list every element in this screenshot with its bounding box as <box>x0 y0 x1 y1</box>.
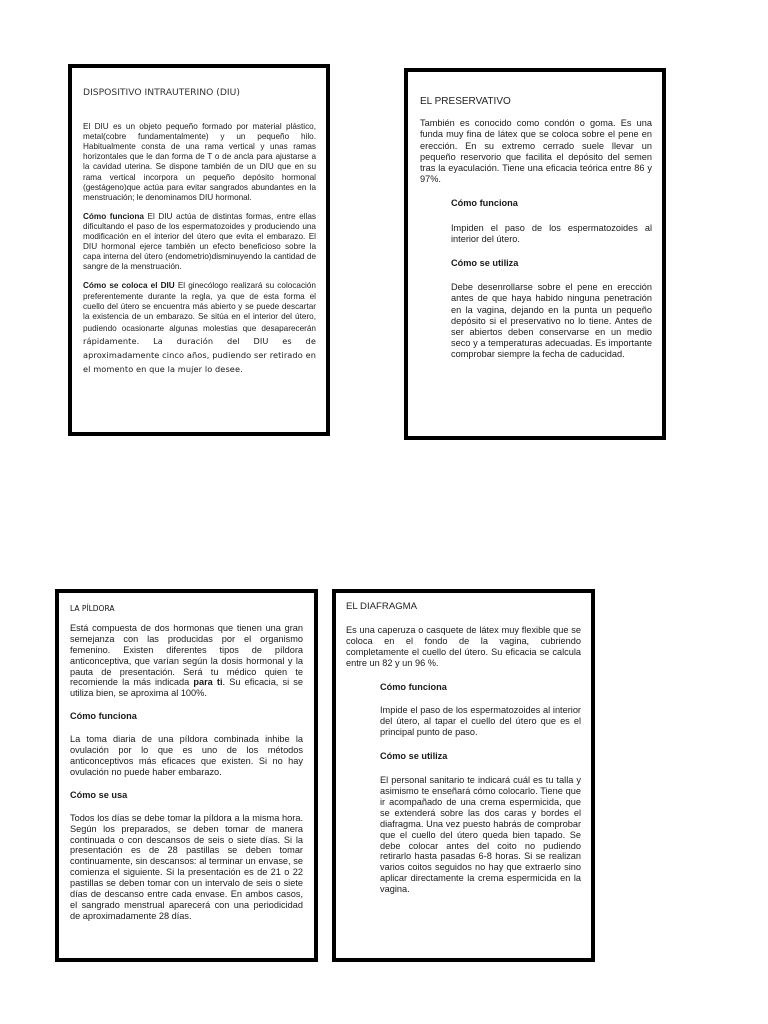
diu-coloca-tail: rápidamente. La duración del DIU es de aproximadamente cinco años, pudiendo ser retirado en el momento en que la mujer lo desee. <box>83 336 316 374</box>
diu-funciona-label: Cómo funciona <box>83 211 144 221</box>
diu-funciona-text: El DIU actúa de distintas formas, entre ellas dificultando el paso de los espermatozoides y produciendo una modificación en el interior del útero que evita el embarazo. El DIU hormonal ejerce también un efecto beneficioso sobre la capa interna del útero (endometrio)disminuyendo la cantidad de sangre de la menstruación. <box>83 211 316 272</box>
diafragma-intro: Es una caperuza o casquete de látex muy flexible que se coloca en el fondo de la vagina, cubriendo completamente el cuello del útero. Su eficacia se calcula entre un 82 y un 96 %. <box>346 624 581 668</box>
pildora-usa-label: Cómo se usa <box>70 789 128 800</box>
preservativo-funciona-text: Impiden el paso de los espermatozoides al interior del útero. <box>451 222 652 244</box>
diu-intro: El DIU es un objeto pequeño formado por material plástico, metal(cobre fundamentalmente) y un pequeño hilo. Habitualmente consta de una rama vertical y unas ramas horizontales que le dan forma de T o de ancla para ajustarse a la cavidad uterina. Se dispone también de un DIU que en su rama vertical incorpora un pequeño depósito hormonal (gestágeno)que actúa para evitar sangrados abundantes en la menstruación; le denominamos DIU hormonal. <box>83 122 316 202</box>
pildora-funciona-label: Cómo funciona <box>70 711 137 722</box>
diu-title: DISPOSITIVO INTRAUTERINO (DIU) <box>83 87 240 98</box>
preservativo-intro: También es conocido como condón o goma. Es una funda muy fina de látex que se coloca sobre el pene en erección. En su extremo cerrado suele llevar un pequeño reservorio que facilita el depósito del semen tras la eyaculación. Tiene una eficacia teórica entre 86 y 97%. <box>420 118 652 185</box>
card-preservativo <box>404 68 666 440</box>
diu-coloca <box>83 281 316 376</box>
pildora-intro <box>70 623 303 699</box>
pildora-funciona-text: La toma diaria de una píldora combinada inhibe la ovulación por lo que es uno de los métodos anticonceptivos más eficaces que existen. Si no hay ovulación no puede haber embarazo. <box>70 734 303 777</box>
diu-coloca-text: El ginecólogo realizará su colocación preferentemente durante la regla, ya que de esta forma el cuello del útero se encuentra más abierto y se puede descartar la existencia de un embarazo. Se sitúa en el interior del útero, pudiendo ocasionarte algunas molestias que desaparecerán <box>83 281 316 333</box>
diafragma-title: EL DIAFRAGMA <box>346 601 418 612</box>
diafragma-utiliza-label: Cómo se utiliza <box>380 751 448 762</box>
pildora-intro-a: Está compuesta de dos hormonas que tienen una gran semejanza con las producidas por el organismo femenino. Existen diferentes tipos de píldora anticonceptiva, que varían según la dosis hormonal y la pauta de presentación. Será tu médico quien te recomiende la más indicada <box>70 622 303 688</box>
card-diafragma <box>332 589 595 962</box>
diafragma-funciona-label: Cómo funciona <box>380 681 447 692</box>
diafragma-utiliza-text: El personal sanitario te indicará cuál es tu talla y asimismo te enseñará cómo colocarlo. Tiene que ir acompañado de una crema espermicida, que se extenderá sobre las dos caras y bordes el diafragma. Una vez puesto habrás de comprobar que el cuello del útero queda bien tapado. Se debe colocar antes del coito no pudiendo retirarlo hasta pasadas 6-8 horas. Si se realizan varios coitos seguidos no hay que extraerlo sino aplicar directamente la crema espermicida en la vagina. <box>380 775 581 895</box>
preservativo-utiliza-text: Debe desenrollarse sobre el pene en erección antes de que haya habido ninguna penetración en la vagina, dejando en la punta un pequeño depósito si el preservativo no lo tiene. Antes de ser abiertos deben conservarse en un medio seco y a temperaturas adecuadas. Es importante comprobar siempre la fecha de caducidad. <box>451 282 652 360</box>
preservativo-funciona-label: Cómo funciona <box>451 198 518 209</box>
diafragma-funciona-text: Impide el paso de los espermatozoides al interior del útero, al tapar el cuello del útero que es el principal punto de paso. <box>380 705 581 738</box>
preservativo-title: EL PRESERVATIVO <box>420 96 511 107</box>
pildora-intro-b: . Su eficacia, si se utiliza bien, se aproxima al 100%. <box>70 677 303 699</box>
card-pildora <box>55 589 318 962</box>
pildora-intro-bold: para ti <box>193 677 223 688</box>
diu-coloca-label: Cómo se coloca el DIU <box>83 281 175 291</box>
pildora-title: LA PÍLDORA <box>70 604 115 613</box>
card-diu <box>68 64 330 436</box>
diu-funciona <box>83 212 316 273</box>
pildora-usa-text: Todos los días se debe tomar la píldora a la misma hora. Según los preparados, se deben tomar de manera continuada o con descansos de seis o siete días. Si la presentación es de 28 pastillas se deben tomar continuamente, sin descansos: al terminar un envase, se comienza el siguiente. Si la presentación es de 21 o 22 pastillas se deben tomar con un intervalo de seis o siete días de descanso entre cada envase. En ambos casos, el sangrado menstrual aparecerá con una periodicidad de aproximadamente 28 días. <box>70 812 303 921</box>
preservativo-utiliza-label: Cómo se utiliza <box>451 258 519 269</box>
